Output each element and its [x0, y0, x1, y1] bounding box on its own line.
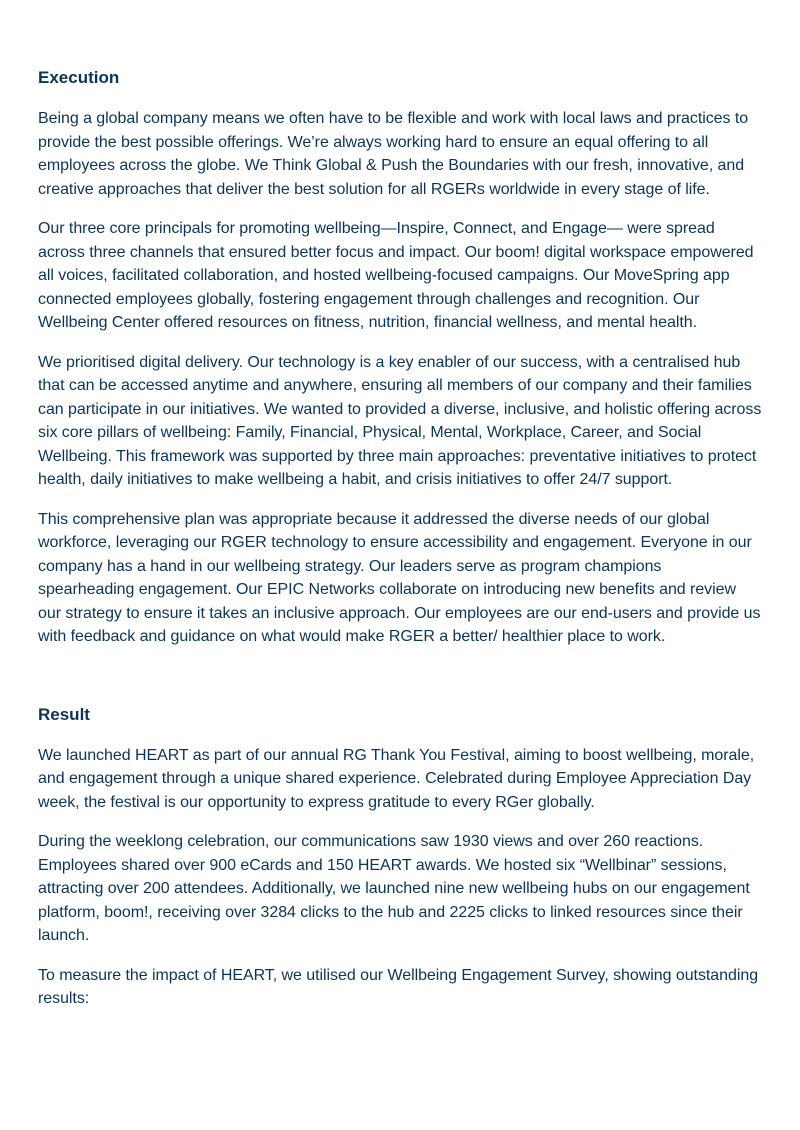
execution-paragraph: Our three core principals for promoting wellbeing—Inspire, Connect, and Engage— were spread across three channels that ensured better focus and impact. Our boom! digital workspace empowered all voices, facilitated collaboration, and hosted wellbeing-focused campaigns. Our MoveSpring app connected employees globally, fostering engagement through challenges and recognition. Our Wellbeing Center offered resources on fitness, nutrition, financial wellness, and mental health. — [38, 220, 754, 331]
result-paragraph: To measure the impact of HEART, we utilised our Wellbeing Engagement Survey, showing outstanding results: — [38, 966, 759, 1007]
result-paragraph: During the weeklong celebration, our communications saw 1930 views and over 260 reactions. Employees shared over 900 eCards and 150 HEART awards. We hosted six “Wellbinar” sessions, attracting over 200 attendees. Additionally, we launched nine new wellbeing hubs on our engagement platform, boom!, receiving over 3284 clicks to the hub and 2225 clicks to linked resources since their launch. — [38, 833, 750, 944]
execution-paragraph: Being a global company means we often have to be flexible and work with local laws and practices to provide the best possible offerings. We’re always working hard to ensure an equal offering to all employees across the globe. We Think Global & Push the Boundaries with our fresh, innovative, and creative approaches that deliver the best solution for all RGERs worldwide in every stage of life. — [38, 110, 749, 198]
result-paragraph: We launched HEART as part of our annual RG Thank You Festival, aiming to boost wellbeing, morale, and engagement through a unique shared experience. Celebrated during Employee Appreciation Day week, the festival is our opportunity to express gratitude to every RGer globally. — [38, 746, 755, 811]
section-spacer — [38, 665, 762, 703]
execution-heading: Execution — [38, 68, 120, 87]
execution-paragraph: This comprehensive plan was appropriate because it addressed the diverse needs of our global workforce, leveraging our RGER technology to ensure accessibility and engagement. Everyone in our company has a hand in our wellbeing strategy. Our leaders serve as program champions spearheading engagement. Our EPIC Networks collaborate on introducing new benefits and review our strategy to ensure it takes an inclusive approach. Our employees are our end-users and provide us with feedback and guidance on what would make RGER a better/ healthier place to work. — [38, 510, 761, 645]
result-section — [38, 703, 762, 1011]
execution-section — [38, 66, 762, 649]
execution-paragraph: We prioritised digital delivery. Our technology is a key enabler of our success, with a centralised hub that can be accessed anytime and anywhere, ensuring all members of our company and their families can participate in our initiatives. We wanted to provided a diverse, inclusive, and holistic offering across six core pillars of wellbeing: Family, Financial, Physical, Mental, Workplace, Career, and Social Wellbeing. This framework was supported by three main approaches: preventative initiatives to protect health, daily initiatives to make wellbeing a habit, and crisis initiatives to offer 24/7 support. — [38, 353, 762, 488]
result-heading: Result — [38, 704, 90, 724]
